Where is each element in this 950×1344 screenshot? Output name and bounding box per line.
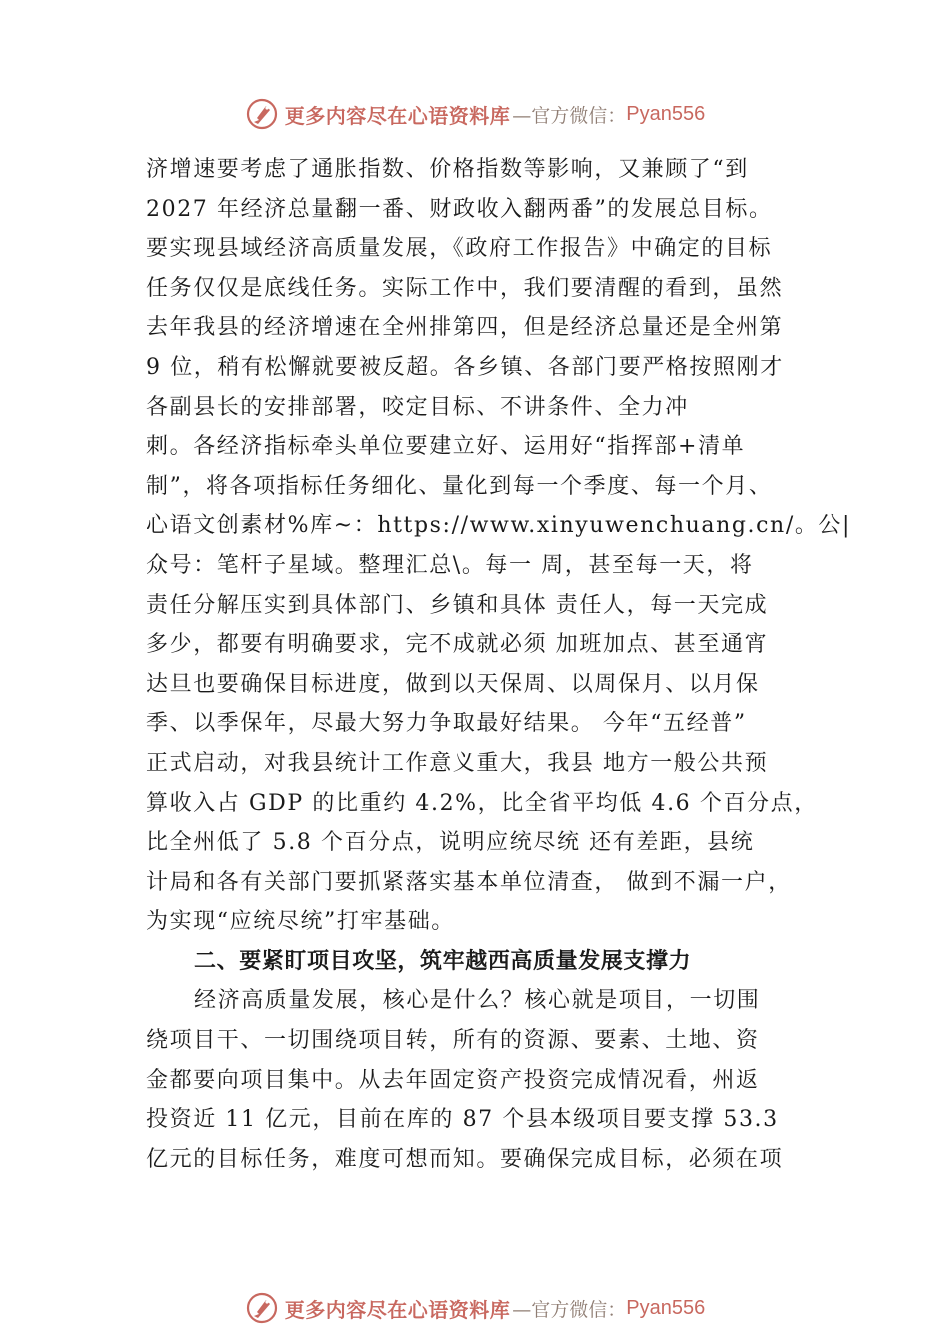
body-line: 金都要向项目集中。从去年固定资产投资完成情况看，州返 bbox=[146, 1067, 760, 1093]
body-line: 任务仅仅是底线任务。实际工作中，我们要清醒的看到，虽然 bbox=[146, 275, 784, 301]
pen-nib-icon bbox=[245, 97, 279, 131]
body-line: 绕项目干、一切围绕项目转，所有的资源、要素、土地、资 bbox=[146, 1028, 760, 1054]
header-banner bbox=[0, 94, 950, 134]
body-line: 9 位，稍有松懈就要被反超。各乡镇、各部门要严格按照刚才 bbox=[146, 354, 784, 380]
body-line: 众号：笔杆子星域。整理汇总\。每一 周，甚至每一天，将 bbox=[146, 552, 754, 578]
body-line: 经济高质量发展，核心是什么？核心就是项目，一切围 bbox=[194, 988, 761, 1014]
footer-banner bbox=[0, 1288, 950, 1328]
body-line: 计局和各有关部门要抓紧落实基本单位清查， 做到不漏一户， bbox=[146, 869, 792, 895]
body-line: 心语文创素材%库~：https://www.xinyuwenchuang.cn/。公| bbox=[146, 513, 852, 539]
section-heading: 二、要紧盯项目攻坚，筑牢越西高质量发展支撑力 bbox=[194, 948, 692, 974]
body-line: 季、以季保年，尽最大努力争取最好结果。 今年“五经普” bbox=[146, 711, 747, 737]
body-line: 亿元的目标任务，难度可想而知。要确保完成目标，必须在项 bbox=[146, 1146, 784, 1172]
brand-name: 更多内容尽在心语资料库 bbox=[284, 1297, 511, 1322]
body-line: 2027 年经济总量翻一番、财政收入翻两番”的发展总目标。 bbox=[146, 196, 773, 222]
body-line: 为实现“应统尽统”打牢基础。 bbox=[146, 909, 455, 935]
body-line: 多少，都要有明确要求，完不成就必须 加班加点、甚至通宵 bbox=[146, 632, 769, 658]
body-line: 达旦也要确保目标进度，做到以天保周、以周保月、以月保 bbox=[146, 671, 760, 697]
body-line: 制”，将各项指标任务细化、量化到每一个季度、每一个月、 bbox=[146, 473, 773, 499]
document-body bbox=[146, 150, 852, 1179]
body-line: 刺。各经济指标牵头单位要建立好、运用好“指挥部+清单 bbox=[146, 434, 746, 460]
brand-name: 更多内容尽在心语资料库 bbox=[284, 103, 511, 128]
body-line: 各副县长的安排部署，咬定目标、不讲条件、全力冲 bbox=[146, 394, 689, 420]
contact-id: Pyan556 bbox=[626, 1296, 706, 1319]
body-line: 正式启动，对我县统计工作意义重大，我县 地方一般公共预 bbox=[146, 750, 769, 776]
contact-label: —官方微信： bbox=[512, 1298, 627, 1321]
body-line: 要实现县域经济高质量发展，《政府工作报告》中确定的目标 bbox=[146, 236, 773, 262]
contact-id: Pyan556 bbox=[626, 102, 706, 125]
contact-label: —官方微信： bbox=[512, 104, 627, 127]
body-line: 投资近 11 亿元，目前在库的 87 个县本级项目要支撑 53.3 bbox=[146, 1107, 779, 1133]
body-line: 算收入占 GDP 的比重约 4.2%，比全省平均低 4.6 个百分点， bbox=[146, 790, 818, 816]
body-line: 责任分解压实到具体部门、乡镇和具体 责任人，每一天完成 bbox=[146, 592, 769, 618]
body-line: 济增速要考虑了通胀指数、价格指数等影响，又兼顾了“到 bbox=[146, 157, 749, 182]
body-line: 比全州低了 5.8 个百分点，说明应统尽统 还有差距，县统 bbox=[146, 830, 755, 856]
body-line: 去年我县的经济增速在全州排第四，但是经济总量还是全州第 bbox=[146, 315, 784, 341]
pen-nib-icon bbox=[245, 1291, 279, 1325]
